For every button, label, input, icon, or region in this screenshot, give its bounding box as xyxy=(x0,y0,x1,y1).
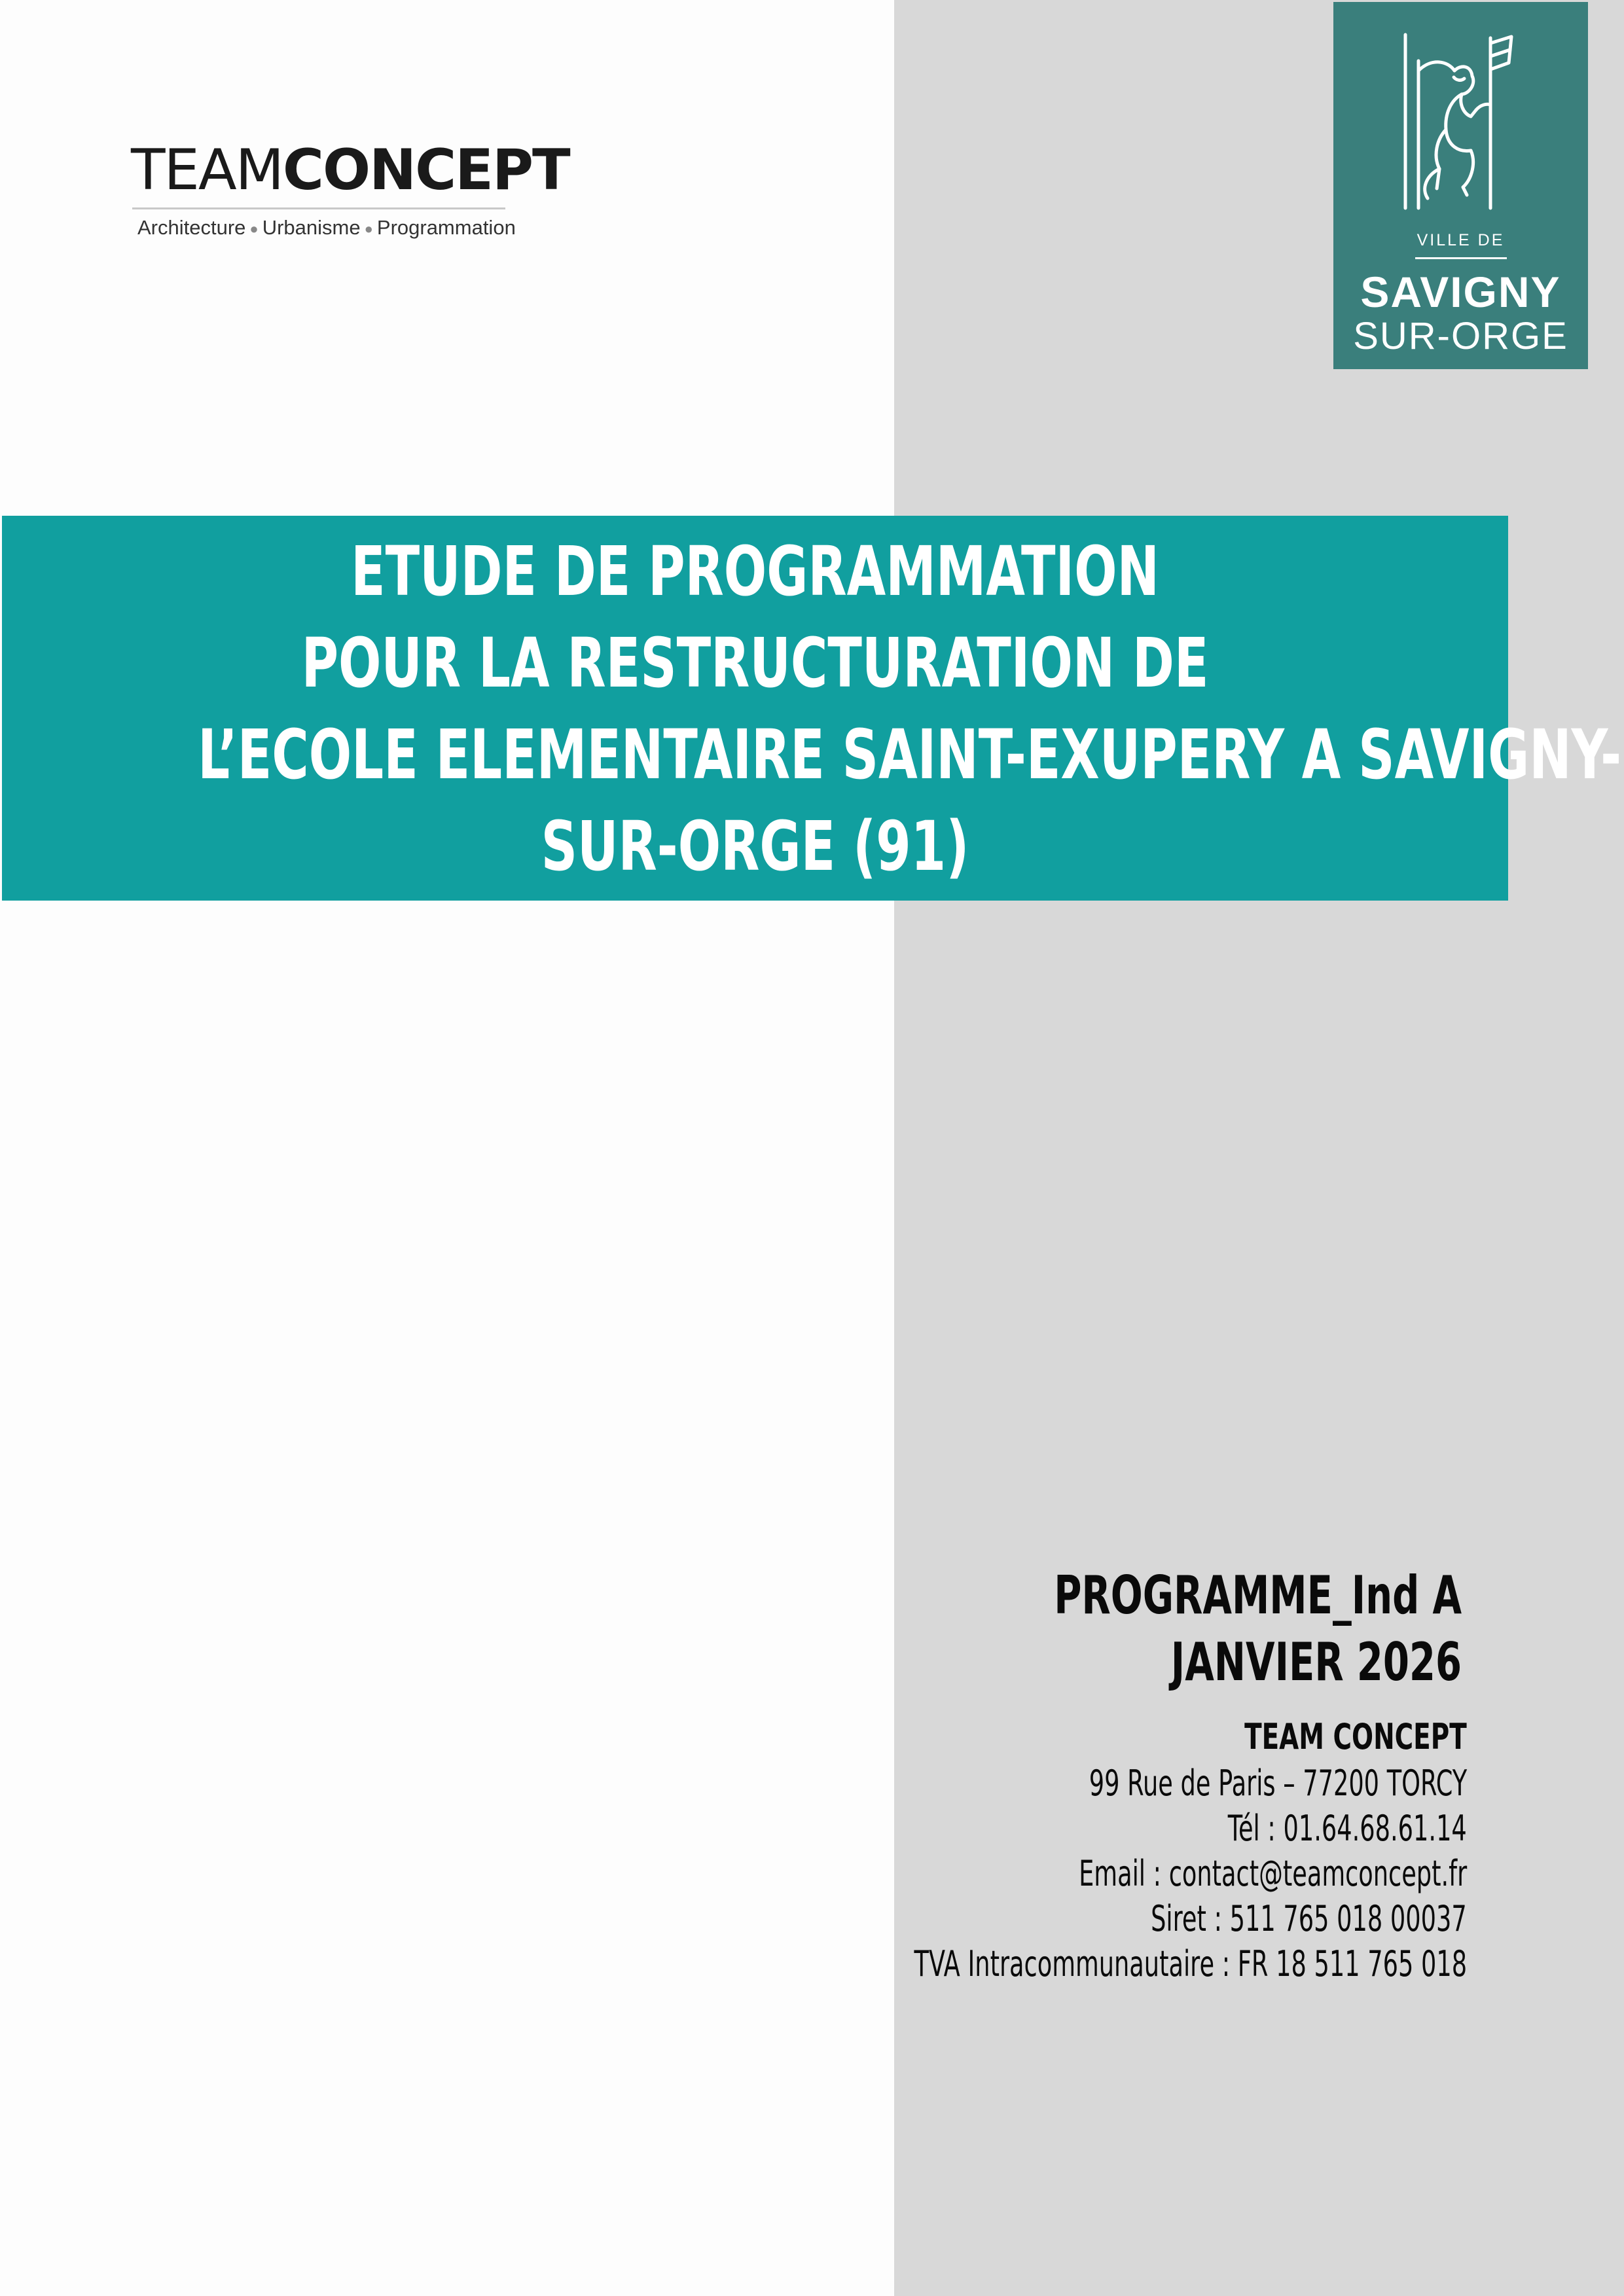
company-email: Email : contact@teamconcept.fr xyxy=(1078,1853,1467,1894)
lion-emblem-icon xyxy=(1399,31,1523,215)
teamconcept-word-light: TEAM xyxy=(131,137,283,203)
title-line-4: SUR-ORGE (91) xyxy=(541,806,969,886)
company-vat: TVA Intracommunautaire : FR 18 511 765 018 xyxy=(914,1943,1467,1984)
teamconcept-tagline xyxy=(137,216,516,240)
title-line-2: POUR LA RESTRUCTURATION DE xyxy=(301,623,1209,703)
savigny-name: SAVIGNY xyxy=(1360,268,1561,316)
company-phone: Tél : 01.64.68.61.14 xyxy=(1227,1808,1467,1849)
document-date: JANVIER 2026 xyxy=(1170,1632,1462,1693)
title-line-3: L’ECOLE ELEMENTAIRE SAINT-EXUPERY A SAVIGNY- xyxy=(198,715,1622,795)
teamconcept-logo xyxy=(131,134,569,252)
title-band xyxy=(2,516,1622,901)
tagline-programmation: Programmation xyxy=(376,216,516,239)
company-name: TEAM CONCEPT xyxy=(1244,1716,1467,1757)
bullet-icon: ● xyxy=(249,220,259,237)
tagline-urbanisme: Urbanisme xyxy=(262,216,361,239)
tagline-architecture: Architecture xyxy=(137,216,246,239)
savigny-prefix: VILLE DE xyxy=(1416,231,1505,249)
savigny-divider xyxy=(1415,257,1507,259)
teamconcept-word-bold: CONCEPT xyxy=(282,137,569,203)
teamconcept-wordmark xyxy=(131,134,569,206)
document-version: PROGRAMME_Ind A xyxy=(1054,1565,1462,1626)
title-line-1: ETUDE DE PROGRAMMATION xyxy=(351,531,1159,611)
savigny-logo xyxy=(1333,2,1588,369)
company-siret: Siret : 511 765 018 00037 xyxy=(1151,1898,1467,1939)
savigny-suffix: SUR-ORGE xyxy=(1353,315,1568,357)
teamconcept-divider xyxy=(132,207,505,209)
bullet-icon: ● xyxy=(364,220,373,237)
company-address: 99 Rue de Paris – 77200 TORCY xyxy=(1089,1763,1467,1804)
